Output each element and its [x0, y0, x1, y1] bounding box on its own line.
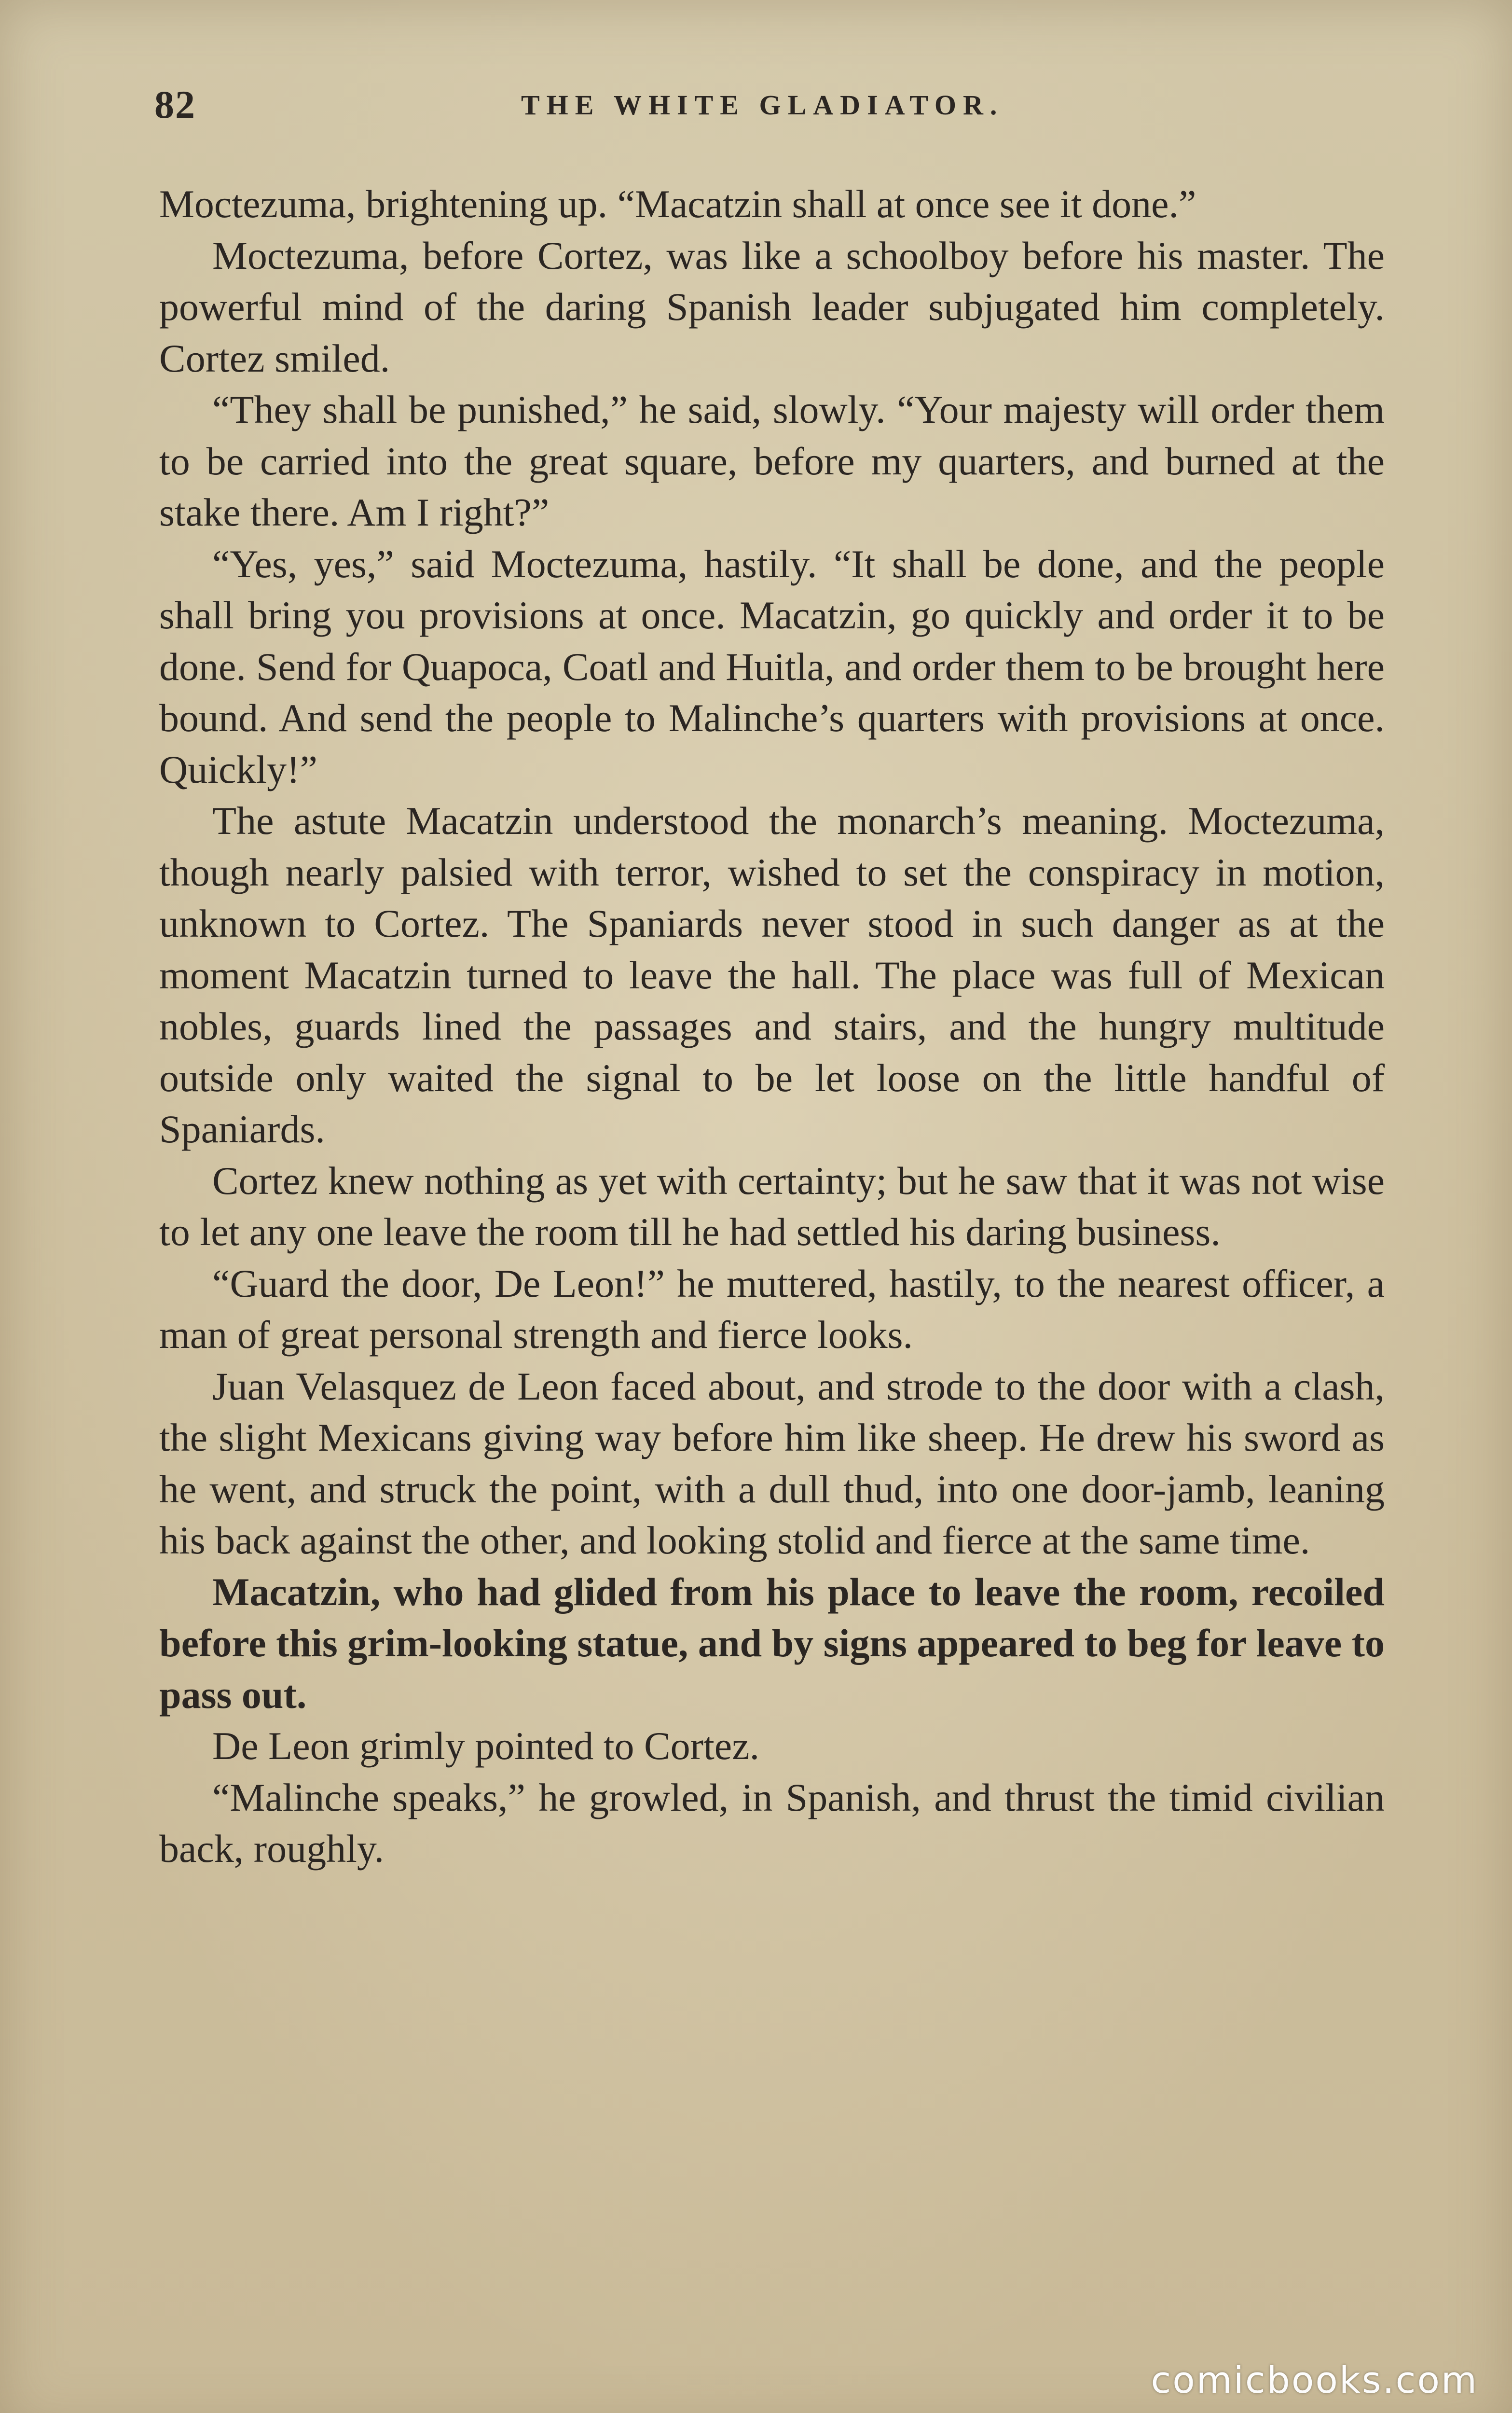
paragraph: The astute Macatzin understood the monarch’s meaning. Moctezuma, though nearly palsied with terror, wished to set the conspiracy in motion, unknown to Cortez. The Spaniards never stood in such danger as at the moment Macatzin turned to leave the hall. The place was full of Mexican nobles, guards lined the passages and stairs, and the hungry multitude outside only waited the signal to be let loose on the little handful of Spaniards. — [159, 799, 1385, 1151]
paragraph: Juan Velasquez de Leon faced about, and strode to the door with a clash, the slight Mexicans giving way before him like sheep. He drew his sword as he went, and struck the point, with a dull thud, into one door-jamb, leaning his back against the other, and looking stolid and fierce at the same time. — [159, 1364, 1385, 1562]
paragraph: “They shall be punished,” he said, slowly. “Your majesty will order them to be carried into the great square, before my quarters, and burned at the stake there. Am I right?” — [159, 388, 1385, 534]
paragraph: “Malinche speaks,” he growled, in Spanish, and thrust the timid civilian back, roughly. — [159, 1775, 1385, 1871]
paragraph: Cortez knew nothing as yet with certainty; but he saw that it was not wise to let any one leave the room till he had settled his daring business. — [159, 1158, 1385, 1254]
body-text — [159, 179, 1385, 1875]
running-title: THE WHITE GLADIATOR. — [521, 89, 1004, 121]
paragraph: “Yes, yes,” said Moctezuma, hastily. “It shall be done, and the people shall bring you provisions at once. Macatzin, go quickly and order it to be done. Send for Quapoca, Coatl and Huitla, and order them to be brought here bound. And send the people to Malinche’s quarters with provisions at once. Quickly!” — [159, 541, 1385, 791]
watermark: comicbooks.com — [1151, 2358, 1478, 2401]
page-number: 82 — [154, 83, 196, 126]
page-header — [154, 82, 1389, 140]
paragraph: Moctezuma, before Cortez, was like a schoolboy before his master. The powerful mind of the daring Spanish leader subjugated him completely. Cortez smiled. — [159, 233, 1385, 380]
paragraph: Macatzin, who had glided from his place to leave the room, recoiled before this grim-looking statue, and by signs appeared to beg for leave to pass out. — [159, 1569, 1385, 1717]
paragraph: Moctezuma, brightening up. “Macatzin shall at once see it done.” — [159, 182, 1196, 226]
paragraph: De Leon grimly pointed to Cortez. — [212, 1724, 760, 1768]
paragraph: “Guard the door, De Leon!” he muttered, hastily, to the nearest officer, a man of great personal strength and fierce looks. — [159, 1261, 1385, 1357]
